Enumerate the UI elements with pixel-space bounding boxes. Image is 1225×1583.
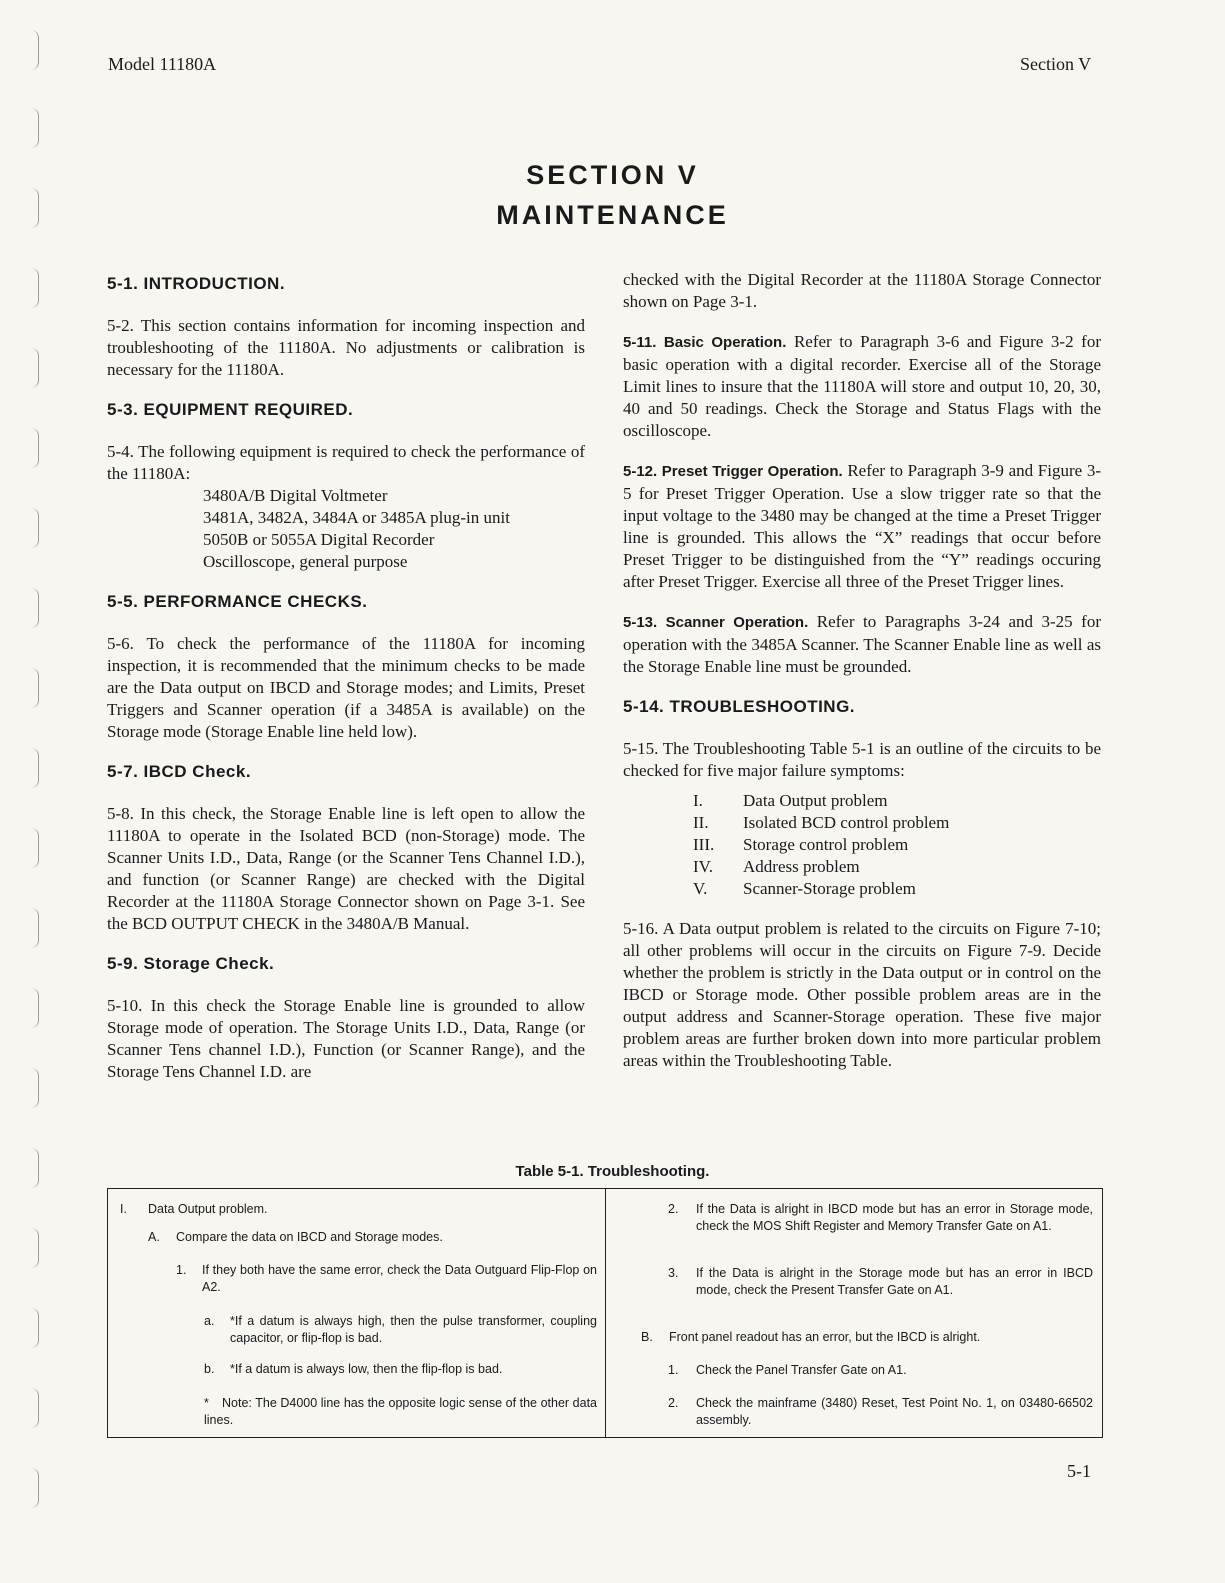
heading-5-13: 5-13. Scanner Operation. xyxy=(623,614,809,631)
heading-5-14: 5-14. TROUBLESHOOTING. xyxy=(623,697,856,716)
troubleshooting-table xyxy=(107,1188,1103,1438)
table-divider xyxy=(605,1189,606,1437)
table-row: 2. Check the mainframe (3480) Reset, Test Point No. 1, on 03480-66502 assembly. xyxy=(668,1396,1093,1427)
table-row: a. *If a datum is always high, then the pulse transformer, coupling capacitor, or flip-flop is bad. xyxy=(204,1314,597,1345)
para-5-10: 5-10. In this check the Storage Enable line is grounded to allow Storage mode of operation. The Storage Units I.D., Data, Range (or Scanner Tens channel I.D.), Function (or Scanner Range), and the Storage Tens Channel I.D. are xyxy=(107,996,585,1081)
header-section: Section V xyxy=(1020,54,1092,74)
para-5-13-text: Refer to Paragraphs 3-24 and 3-25 for operation with the 3485A Scanner. The Scanner Enable line as well as the Storage Enable line must be grounded. xyxy=(623,612,1101,676)
page-number: 5-1 xyxy=(1067,1461,1091,1481)
heading-5-9: 5-9. Storage Check. xyxy=(107,954,275,973)
para-5-11-text: Refer to Paragraph 3-6 and Figure 3-2 for basic operation with a digital recorder. Exercise all of the Storage Limit lines to insure that the 11180A will store and output 10, 20, 30, 40 and 50 readings. Check the Storage and Status Flags with the oscilloscope. xyxy=(623,332,1101,440)
para-5-12-text: Refer to Paragraph 3-9 and Figure 3-5 for Preset Trigger Operation. Use a slow trigger rate so that the input voltage to the 3480 may be changed at the time a Preset Trigger line is grounded. This allows the “X” readings that occur before Preset Trigger to be distinguished from the “Y” readings occuring after Preset Trigger. Exercise all three of the Preset Trigger lines. xyxy=(623,461,1101,591)
para-5-13 xyxy=(623,611,1101,678)
table-row: * Note: The D4000 line has the opposite logic sense of the other data lines. xyxy=(204,1396,597,1427)
section-title: SECTION V xyxy=(526,160,699,190)
table-row: 1. If they both have the same error, check the Data Outguard Flip-Flop on A2. xyxy=(176,1263,597,1294)
header-model: Model 11180A xyxy=(108,54,217,74)
binding-holes xyxy=(18,18,40,1558)
equipment-item: 5050B or 5055A Digital Recorder xyxy=(203,530,435,549)
section-subtitle: MAINTENANCE xyxy=(496,200,729,230)
table-row: B. Front panel readout has an error, but the IBCD is alright. xyxy=(641,1330,981,1344)
heading-5-11: 5-11. Basic Operation. xyxy=(623,334,787,351)
para-5-12 xyxy=(623,460,1101,593)
symptom-list xyxy=(693,790,1101,900)
table-row: 1. Check the Panel Transfer Gate on A1. xyxy=(668,1363,907,1377)
list-item: IV. Address problem xyxy=(693,857,860,876)
para-5-16: 5-16. A Data output problem is related to the circuits on Figure 7-10; all other problems will occur in the circuits on Figure 7-9. Decide whether the problem is strictly in the Data output or in control on the IBCD or Storage mode. Other possible problem areas are in the output address and Scanner-Storage operation. These five major problem areas are further broken down into more particular problem areas within the Troubleshooting Table. xyxy=(623,919,1101,1070)
list-item: V. Scanner-Storage problem xyxy=(693,879,916,898)
para-5-4: 5-4. The following equipment is required to check the performance of the 11180A: xyxy=(107,442,585,483)
heading-5-7: 5-7. IBCD Check. xyxy=(107,762,252,781)
para-5-8: 5-8. In this check, the Storage Enable line is left open to allow the 11180A to operate in the Isolated BCD (non-Storage) mode. The Scanner Units I.D., Data, Range (or the Scanner Tens Channel I.D.), and function (or Scanner Range) are checked with the Digital Recorder at the 11180A Storage Connector shown on Page 3-1. See the BCD OUTPUT CHECK in the 3480A/B Manual. xyxy=(107,804,585,933)
heading-5-12: 5-12. Preset Trigger Operation. xyxy=(623,463,843,480)
equipment-item: 3481A, 3482A, 3484A or 3485A plug-in unit xyxy=(203,508,510,527)
equipment-list xyxy=(203,485,585,573)
table-row: 3. If the Data is alright in the Storage mode but has an error in IBCD mode, check the Present Transfer Gate on A1. xyxy=(668,1266,1093,1297)
para-5-6: 5-6. To check the performance of the 11180A for incoming inspection, it is recommended that the minimum checks to be made are the Data output on IBCD and Storage modes; and Limits, Preset Triggers and Scanner operation (if a 3485A is available) on the Storage mode (Storage Enable line held low). xyxy=(107,634,585,741)
heading-5-1: 5-1. INTRODUCTION. xyxy=(107,274,286,293)
table-row: b. *If a datum is always low, then the flip-flop is bad. xyxy=(204,1362,503,1376)
equipment-item: 3480A/B Digital Voltmeter xyxy=(203,486,388,505)
equipment-item: Oscilloscope, general purpose xyxy=(203,552,408,571)
heading-5-3: 5-3. EQUIPMENT REQUIRED. xyxy=(107,400,354,419)
list-item: II. Isolated BCD control problem xyxy=(693,813,950,832)
para-continued: checked with the Digital Recorder at the 11180A Storage Connector shown on Page 3-1. xyxy=(623,270,1101,311)
right-column xyxy=(623,269,1101,1090)
table-row: 2. If the Data is alright in IBCD mode but has an error in Storage mode, check the MOS Shift Register and Memory Transfer Gate on A1. xyxy=(668,1202,1093,1233)
table-row: I. Data Output problem. xyxy=(120,1202,268,1216)
list-item: III. Storage control problem xyxy=(693,835,909,854)
list-item: I. Data Output problem xyxy=(693,791,888,810)
para-5-2: 5-2. This section contains information for incoming inspection and troubleshooting of the 11180A. No adjustments or calibration is necessary for the 11180A. xyxy=(107,316,585,379)
table-row: A. Compare the data on IBCD and Storage modes. xyxy=(148,1230,443,1244)
heading-5-5: 5-5. PERFORMANCE CHECKS. xyxy=(107,592,368,611)
table-caption: Table 5-1. Troubleshooting. xyxy=(515,1163,710,1180)
para-5-11 xyxy=(623,331,1101,442)
para-5-15: 5-15. The Troubleshooting Table 5-1 is an outline of the circuits to be checked for five major failure symptoms: xyxy=(623,739,1101,780)
left-column xyxy=(107,273,585,1101)
